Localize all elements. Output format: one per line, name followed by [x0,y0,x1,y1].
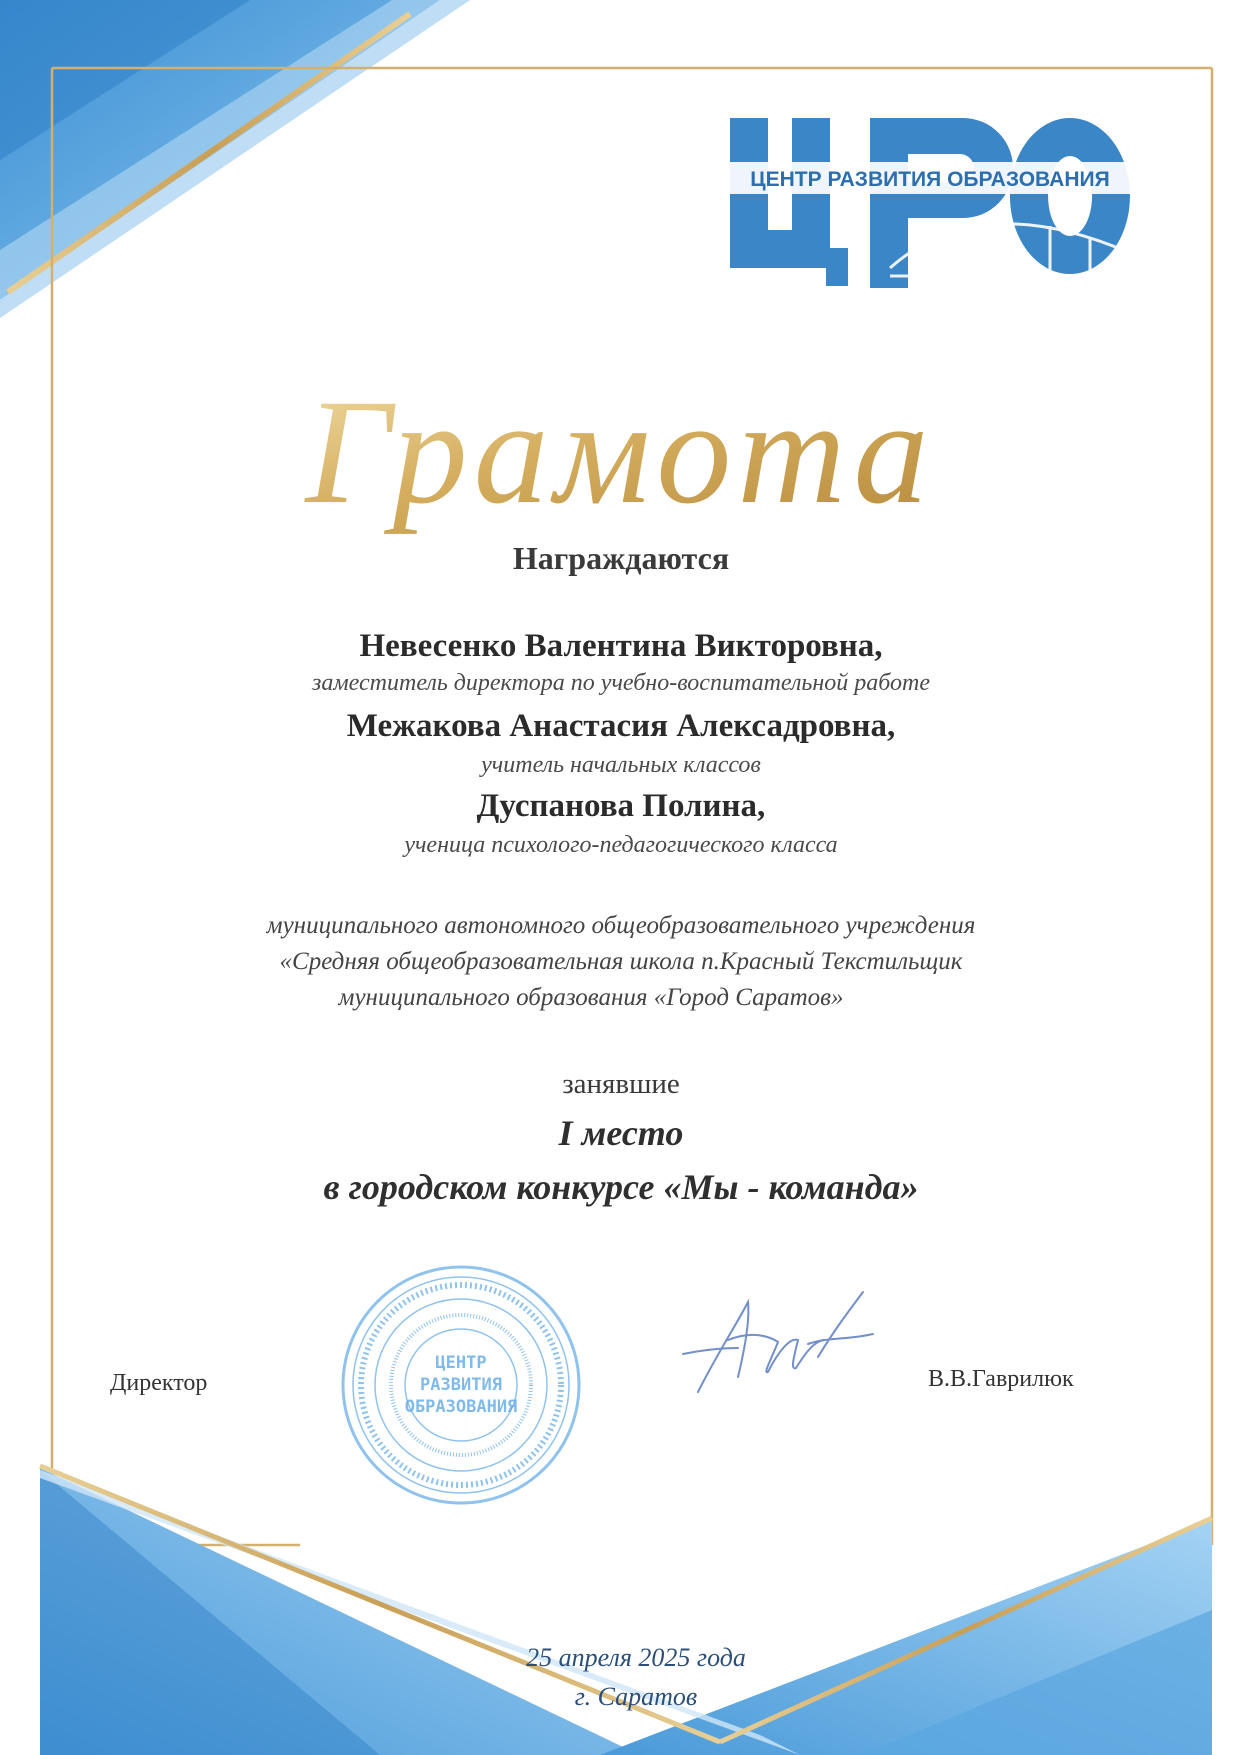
recipient-1-name: Невесенко Валентина Викторовна, [359,628,883,664]
director-signature [678,1282,878,1402]
institution-line-1: муниципального автономного общеобразовательного учреждения [266,912,976,939]
achievement-contest: в городском конкурсе «Мы - команда» [323,1167,919,1207]
recipient-3-role: ученица психолого-педагогического класса [404,832,838,858]
recipient-3-name: Дуспанова Полина, [476,788,766,824]
seal-text-1: ЦЕНТР [435,1353,487,1373]
crd-logo [730,118,1130,288]
recipient-1-role: заместитель директора по учебно-воспитательной работе [311,670,930,696]
title-text: Грамота [305,369,935,535]
achievement-intro: занявшие [562,1068,680,1100]
recipient-2-role: учитель начальных классов [481,752,761,778]
seal-text-2: РАЗВИТИЯ [420,1375,502,1395]
certificate-title [270,352,970,542]
footer-date: 25 апреля 2025 года [526,1643,746,1672]
institution-line-3: муниципального образования «Город Саратов» [338,984,844,1011]
recipient-2-name: Межакова Анастасия Алексадровна, [346,708,896,744]
logo-subtitle: ЦЕНТР РАЗВИТИЯ ОБРАЗОВАНИЯ [750,168,1110,191]
top-left-corner-decoration [0,0,470,318]
signature-name: В.В.Гаврилюк [928,1366,1074,1392]
footer-city: г. Саратов [574,1682,698,1711]
seal-text-3: ОБРАЗОВАНИЯ [404,1397,518,1417]
signature-position: Директор [110,1370,208,1396]
awarded-label: Награждаются [512,540,730,576]
achievement-place: I место [558,1113,684,1153]
official-seal [336,1260,586,1510]
institution-line-2: «Средняя общеобразовательная школа п.Красный Текстильщик [279,948,963,975]
